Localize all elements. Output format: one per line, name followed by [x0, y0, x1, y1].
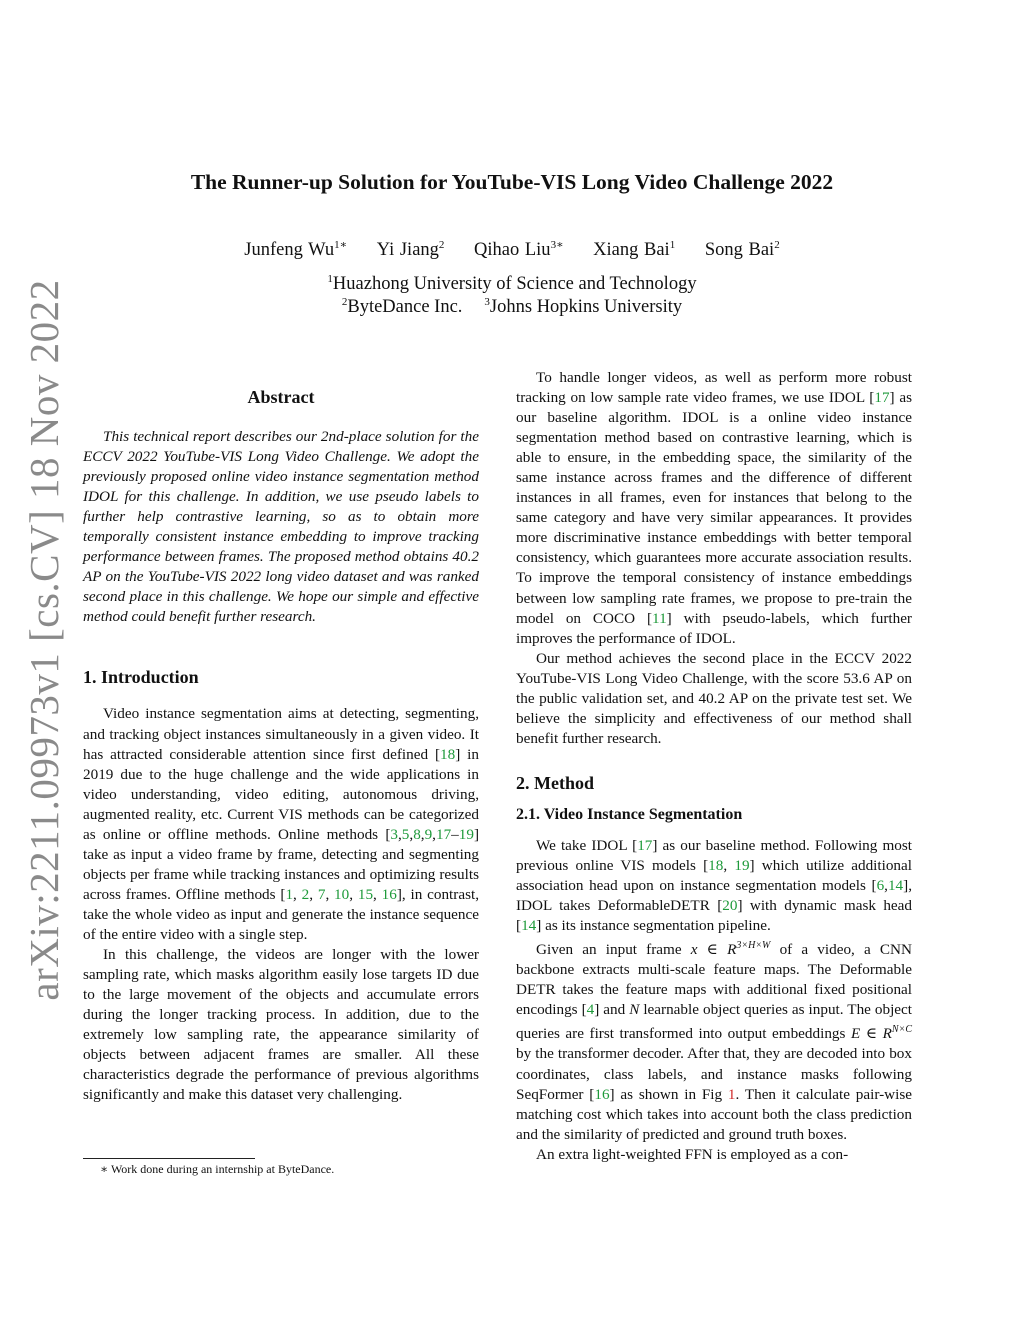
- math-inline: x ∈ R: [690, 941, 737, 959]
- method-paragraph-3: An extra light-weighted FFN is employed as a con-: [536, 1145, 849, 1163]
- intro-paragraph-1: Video instance segmentation aims at detecting, segmenting, and tracking object instances simultaneously in a given video. It has attracted considerable attention since first defined [18] in 2019 due to the huge challenge and the wide applications in video understanding, video editing, autonomous driving, augmented reality, etc. Current VIS methods can be categorized as online or offline methods. Online methods [3,5,8,9,17–19] take as input a video frame by frame, detecting and segmenting objects per frame while tracking instances and optimizing results across frames. Offline methods [1, 2, 7, 10, 15, 16], in contrast, take the whole video as input and generate the instance sequence of the entire video with a single step.: [83, 705, 479, 943]
- citation-link[interactable]: 16: [381, 885, 397, 903]
- math-inline: E ∈ R: [851, 1025, 892, 1043]
- citation-link[interactable]: 19: [734, 856, 750, 874]
- affiliation-line-2: $^2$ByteDance Inc. $^3$Johns Hopkins University: [341, 296, 683, 318]
- citation-link[interactable]: 10: [334, 885, 350, 903]
- citation-link[interactable]: 14: [887, 876, 904, 894]
- citation-link[interactable]: 7: [317, 885, 326, 903]
- subsection-heading: 2.1. Video Instance Segmentation: [516, 805, 743, 823]
- left-column: [83, 385, 479, 1105]
- citation-link[interactable]: 2: [301, 885, 310, 903]
- author: Yi Jiang$^2$: [376, 239, 445, 261]
- math-inline: N: [629, 1001, 640, 1019]
- citation-link[interactable]: 9: [424, 825, 433, 843]
- citation-link[interactable]: 15: [357, 885, 374, 903]
- right-column: [516, 368, 912, 1165]
- citation-link[interactable]: 19: [458, 825, 474, 843]
- citation-link[interactable]: 18: [708, 856, 724, 874]
- citation-link[interactable]: 11: [652, 609, 667, 627]
- figure-link[interactable]: 1: [727, 1085, 736, 1103]
- footnote: ∗ Work done during an internship at ByteDance.: [100, 1162, 335, 1176]
- citation-link[interactable]: 3: [390, 825, 398, 843]
- citation-link[interactable]: 17: [874, 389, 890, 407]
- citation-link[interactable]: 18: [440, 745, 456, 763]
- right-paragraph-2: Our method achieves the second place in the ECCV 2022 YouTube-VIS Long Video Challenge, with the score 53.6 AP on the public validation set, and 40.2 AP on the private test set. We believe the simplicity and effectiveness of our method shall benefit further research.: [516, 649, 912, 747]
- citation-link[interactable]: 17: [637, 836, 653, 854]
- method-heading: 2. Method: [516, 772, 594, 793]
- author: Xiang Bai$^1$: [593, 239, 676, 261]
- citation-link[interactable]: 14: [521, 917, 537, 935]
- paper-title: The Runner-up Solution for YouTube-VIS Long Video Challenge 2022: [190, 170, 834, 194]
- arxiv-sidebar: [14, 279, 74, 1001]
- author: Junfeng $Wu^{1∗}$: [244, 239, 348, 261]
- affiliation-line-1: $^1$Huazhong University of Science and Technology: [327, 273, 697, 295]
- citation-link[interactable]: 4: [586, 1001, 595, 1019]
- citation-link[interactable]: 17: [435, 825, 452, 843]
- method-paragraph-1: We take IDOL [17] as our baseline method. Following most previous online VIS models [18, 19] which utilize additional association head upon on instance segmentation models [6,14], IDOL takes DeformableDETR [20] with dynamic mask head [14] as its instance segmentation pipeline.: [516, 836, 912, 935]
- citation-link[interactable]: 16: [594, 1085, 610, 1103]
- citation-link[interactable]: 1: [285, 885, 294, 903]
- author: Song Bai$^2$: [704, 239, 780, 261]
- introduction-heading: 1. Introduction: [83, 667, 199, 688]
- author-list: [0, 238, 1024, 261]
- citation-link[interactable]: 5: [401, 825, 410, 843]
- footnote-divider: [83, 1158, 255, 1159]
- method-paragraph-2: Given an input frame x ∈ $R^{3\times H\times W}$ of a video, a CNN backbone extracts multi-scale feature maps. The Deformable DETR takes the feature maps with additional fixed positional encodings [4] and N learnable object queries as input. The object queries are first transformed into output embeddings E ∈ $R^{N\times C}$ by the transformer decoder. After that, they are decoded into box coordinates, class labels, and instance masks following SeqFormer [16] as shown in Fig 1. Then it calculate pair-wise matching cost which takes into account both the class prediction and the similarity of predicted and ground truth boxes.: [516, 940, 913, 1143]
- citation-link[interactable]: 8: [413, 825, 421, 843]
- citation-link[interactable]: 6: [876, 876, 885, 894]
- abstract-heading: Abstract: [247, 387, 315, 407]
- intro-paragraph-2: In this challenge, the videos are longer with the lower sampling rate, which masks algorithm easily lose targets ID due to the large movement of the objects and accumulate errors during the longer tracking process. In addition, due to the extremely low sampling rate, the appearance similarity of objects between adjacent frames are smaller. All these characteristics degrade the performance of previous algorithms significantly and make this dataset very challenging.: [83, 946, 479, 1104]
- arxiv-identifier: arXiv:2211.09973v1 [cs.CV] 18 Nov 2022: [21, 279, 67, 1001]
- author: Qihao Liu$^{3∗}$: [474, 239, 564, 261]
- abstract-text: This technical report describes our 2nd-place solution for the ECCV 2022 YouTube-VIS Long Video Challenge. We adopt the previously proposed online video instance segmentation method IDOL for this challenge. In addition, we use pseudo labels to further help contrastive learning, so as to obtain more temporally consistent instance embedding to improve tracking performance between frames. The proposed method obtains 40.2 AP on the YouTube-VIS 2022 long video dataset and was ranked second place in this challenge. We hope our simple and effective method could benefit further research.: [83, 428, 479, 626]
- right-paragraph-1: To handle longer videos, as well as perform more robust tracking on low sample rate video frames, we use IDOL [17] as our baseline algorithm. IDOL is a online video instance segmentation method based on contrastive learning, which is able to ensure, in the embedding space, the similarity of the same instance across frames and the difference of different instances in all frames, even for instances that belong to the same category and have very similar appearances. It provides more discriminative instance embeddings with better temporal consistency, which guarantees more accurate association results. To improve the temporal consistency of instance embeddings between low sampling rate frames, we propose to pre-train the model on COCO [11] with pseudo-labels, which further improves the performance of IDOL.: [516, 369, 912, 647]
- citation-link[interactable]: 20: [722, 897, 738, 915]
